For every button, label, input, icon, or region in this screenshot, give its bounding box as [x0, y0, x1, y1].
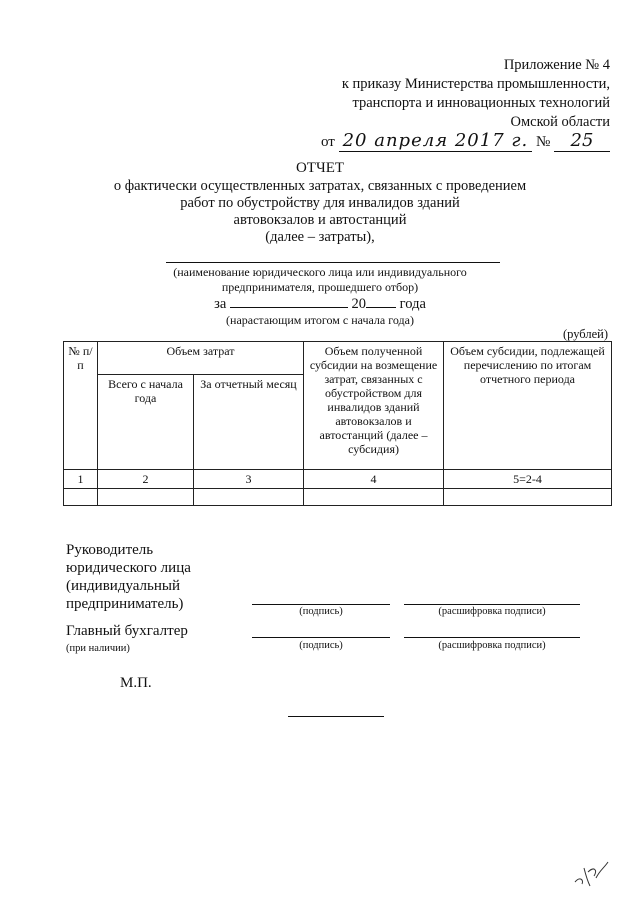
head-line-3: (индивидуальный — [66, 578, 181, 594]
appendix-line-2: к приказу Министерства промышленности, — [341, 76, 610, 92]
appendix-line-4: Омской области — [510, 114, 610, 130]
accountant-signature-caption: (подпись) — [299, 640, 343, 651]
head-signature-caption: (подпись) — [299, 606, 343, 617]
period-caption: (нарастающим итогом с начала года) — [226, 313, 414, 327]
handwritten-order-number: 25 — [554, 130, 610, 152]
period-year-prefix: 20 — [351, 296, 367, 312]
entity-caption-line-1: (наименование юридического лица или индивидуального — [173, 265, 467, 279]
table-cell — [64, 489, 98, 506]
description-line-4: (далее – затраты), — [265, 229, 375, 245]
header-reporting-month: За отчетный месяц — [194, 375, 304, 470]
header-subsidy-transfer: Объем субсидии, подлежащей перечислению по итогам отчетного периода — [444, 342, 612, 470]
period-month-blank — [230, 307, 348, 308]
report-table — [63, 341, 612, 506]
unit-label: (рублей) — [562, 327, 608, 341]
header-received-subsidy: Объем полученной субсидии на возмещение затрат, связанных с обустройством для инвалидов зданий автовокзалов и автостанций (далее – субсидия) — [304, 342, 444, 470]
index-cell-3: 3 — [194, 470, 304, 489]
handwritten-date: 20 апреля 2017 г. — [339, 130, 533, 152]
header-number: № п/п — [64, 342, 98, 470]
head-signatory-label — [66, 541, 191, 613]
accountant-signature-line — [252, 637, 390, 638]
handwritten-initials — [572, 858, 612, 888]
table-cell — [304, 489, 444, 506]
accountant-note: (при наличии) — [66, 643, 130, 654]
table-row — [64, 489, 612, 506]
entity-name-line — [166, 262, 500, 263]
report-heading: ОТЧЕТ — [295, 160, 345, 176]
description-line-1: о фактически осуществленных затратах, связанных с проведением — [113, 178, 527, 194]
order-date-line — [321, 130, 610, 152]
accountant-decode-line — [404, 637, 580, 638]
index-cell-1: 1 — [64, 470, 98, 489]
accountant-decode-caption: (расшифровка подписи) — [438, 640, 546, 651]
index-cell-5: 5=2-4 — [444, 470, 612, 489]
index-cell-2: 2 — [98, 470, 194, 489]
header-costs: Объем затрат — [98, 342, 304, 375]
head-decode-line — [404, 604, 580, 605]
appendix-line-3: транспорта и инновационных технологий — [352, 95, 610, 111]
entity-name-caption — [0, 265, 640, 295]
head-line-1: Руководитель — [66, 542, 154, 558]
appendix-reference — [342, 56, 610, 132]
table-cell — [194, 489, 304, 506]
entity-caption-line-2: предпринимателя, прошедшего отбор) — [221, 280, 419, 294]
table-cell — [444, 489, 612, 506]
accountant-label: Главный бухгалтер — [66, 623, 188, 639]
head-line-4: предприниматель) — [66, 596, 184, 612]
number-prefix: № — [535, 134, 551, 150]
table-header-row — [64, 342, 612, 375]
closing-rule — [288, 716, 384, 717]
date-prefix: от — [321, 134, 335, 150]
description-line-2: работ по обустройству для инвалидов зданий — [180, 195, 460, 211]
head-decode-caption: (расшифровка подписи) — [438, 606, 546, 617]
period-prefix: за — [214, 296, 227, 312]
description-line-3: автовокзалов и автостанций — [233, 212, 407, 228]
table-index-row — [64, 470, 612, 489]
report-description — [0, 178, 640, 246]
appendix-line-1: Приложение № 4 — [503, 57, 610, 73]
index-cell-4: 4 — [304, 470, 444, 489]
head-signature-line — [252, 604, 390, 605]
period-line — [0, 296, 640, 313]
header-since-year-start: Всего с начала года — [98, 375, 194, 470]
period-suffix: года — [399, 296, 426, 312]
table-cell — [98, 489, 194, 506]
period-year-blank — [366, 307, 396, 308]
head-line-2: юридического лица — [66, 560, 191, 576]
stamp-place: М.П. — [120, 675, 152, 691]
